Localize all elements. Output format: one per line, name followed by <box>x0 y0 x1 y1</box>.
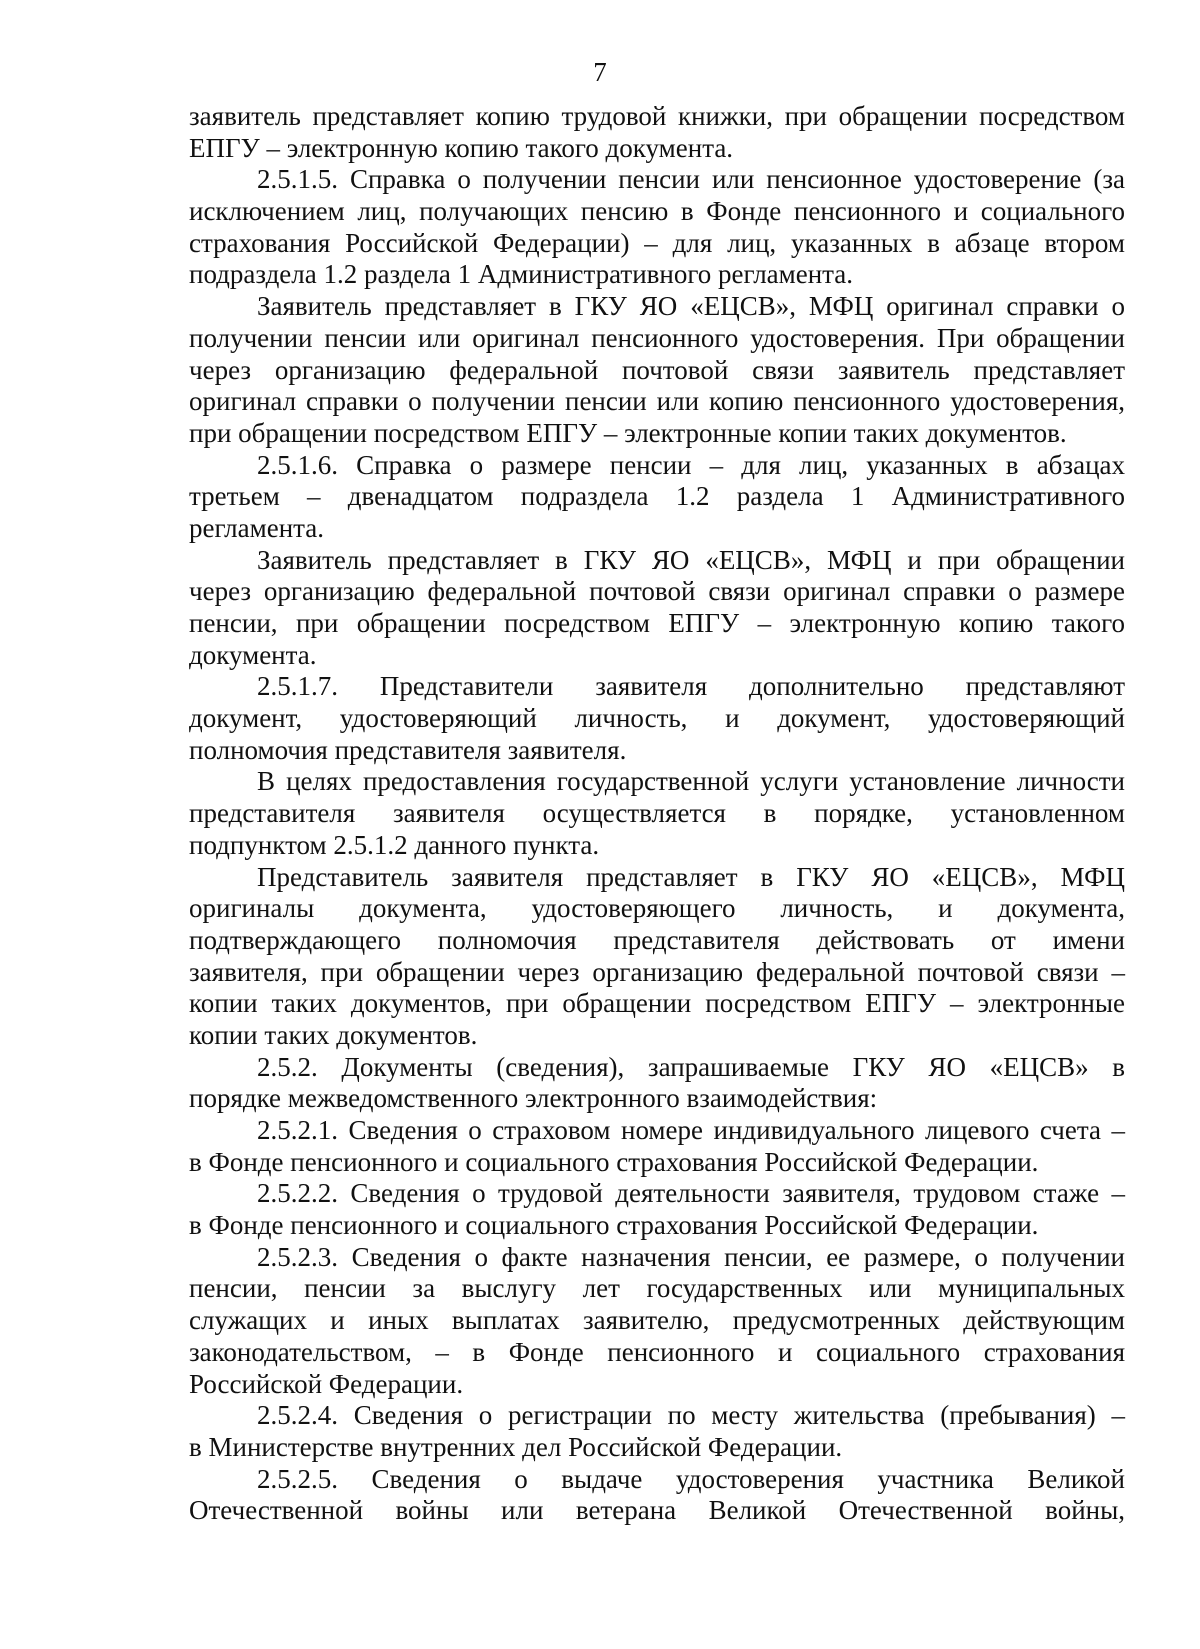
text-line: В целях предоставления государственной услуги установление личности <box>257 766 1125 797</box>
text-line: 2.5.2. Документы (сведения), запрашиваемые ГКУ ЯО «ЕЦСВ» в <box>257 1051 1125 1082</box>
text-line: копии таких документов, при обращении посредством ЕПГУ – электронные <box>189 988 1125 1019</box>
text-line: заявитель представляет копию трудовой книжки, при обращении посредством <box>189 101 1125 131</box>
text-line: исключением лиц, получающих пенсию в Фонде пенсионного и социального <box>189 196 1125 227</box>
text-line: ЕПГУ – электронную копию такого документа. <box>189 132 734 163</box>
text-line: через организацию федеральной почтовой связи оригинал справки о размере <box>189 576 1125 607</box>
text-line: 2.5.2.2. Сведения о трудовой деятельности заявителя, трудовом стаже – <box>257 1178 1125 1209</box>
text-line: пенсии, при обращении посредством ЕПГУ – электронную копию такого <box>189 608 1125 638</box>
text-line: подтверждающего полномочия представителя действовать от имени <box>189 924 1125 955</box>
text-line: служащих и иных выплатах заявителю, предусмотренных действующим <box>189 1305 1125 1336</box>
text-line: в Фонде пенсионного и социального страхования Российской Федерации. <box>189 1210 1039 1241</box>
text-line: 2.5.2.1. Сведения о страховом номере индивидуального лицевого счета – <box>257 1115 1125 1145</box>
text-line: Российской Федерации. <box>189 1368 464 1399</box>
text-line: 2.5.1.7. Представители заявителя дополнительно представляют <box>257 671 1125 702</box>
text-line: в Министерстве внутренних дел Российской Федерации. <box>189 1431 843 1462</box>
text-line: документа. <box>189 639 317 670</box>
text-line: заявителя, при обращении через организацию федеральной почтовой связи – <box>189 956 1125 987</box>
text-line: порядке межведомственного электронного взаимодействия: <box>189 1083 878 1114</box>
text-line: при обращении посредством ЕПГУ – электронные копии таких документов. <box>189 417 1067 448</box>
text-line: пенсии, пенсии за выслугу лет государственных или муниципальных <box>189 1273 1125 1304</box>
text-line: подраздела 1.2 раздела 1 Административного регламента. <box>189 259 854 290</box>
text-line: Заявитель представляет в ГКУ ЯО «ЕЦСВ», МФЦ оригинал справки о <box>257 291 1125 322</box>
text-line: полномочия представителя заявителя. <box>189 734 627 765</box>
text-line: копии таких документов. <box>189 1019 478 1050</box>
text-line: Отечественной войны или ветерана Великой Отечественной войны, <box>189 1495 1125 1526</box>
text-line: страхования Российской Федерации) – для лиц, указанных в абзаце втором <box>189 227 1125 258</box>
text-line: Заявитель представляет в ГКУ ЯО «ЕЦСВ», МФЦ и при обращении <box>257 544 1125 575</box>
text-line: получении пенсии или оригинал пенсионного удостоверения. При обращении <box>189 322 1125 353</box>
text-line: 2.5.1.6. Справка о размере пенсии – для лиц, указанных в абзацах <box>257 449 1125 480</box>
text-line: Представитель заявителя представляет в ГКУ ЯО «ЕЦСВ», МФЦ <box>257 861 1125 892</box>
text-line: оригинал справки о получении пенсии или копию пенсионного удостоверения, <box>189 386 1125 417</box>
page-number: 7 <box>593 57 607 87</box>
text-line: оригиналы документа, удостоверяющего личность, и документа, <box>189 893 1125 924</box>
text-line: 2.5.2.3. Сведения о факте назначения пенсии, ее размере, о получении <box>257 1241 1125 1272</box>
text-line: регламента. <box>189 512 325 543</box>
text-line: подпунктом 2.5.1.2 данного пункта. <box>189 829 600 860</box>
text-line: через организацию федеральной почтовой связи заявитель представляет <box>189 354 1125 385</box>
text-line: 2.5.1.5. Справка о получении пенсии или пенсионное удостоверение (за <box>257 164 1125 195</box>
text-line: законодательством, – в Фонде пенсионного и социального страхования <box>189 1336 1125 1367</box>
text-line: в Фонде пенсионного и социального страхования Российской Федерации. <box>189 1146 1039 1177</box>
text-line: документ, удостоверяющий личность, и документ, удостоверяющий <box>189 703 1125 734</box>
text-line: третьем – двенадцатом подраздела 1.2 раздела 1 Административного <box>189 481 1125 512</box>
text-line: 2.5.2.4. Сведения о регистрации по месту жительства (пребывания) – <box>257 1400 1125 1431</box>
text-line: 2.5.2.5. Сведения о выдаче удостоверения участника Великой <box>257 1463 1125 1494</box>
body-text <box>189 101 1125 1527</box>
text-line: представителя заявителя осуществляется в порядке, установленном <box>189 798 1125 829</box>
